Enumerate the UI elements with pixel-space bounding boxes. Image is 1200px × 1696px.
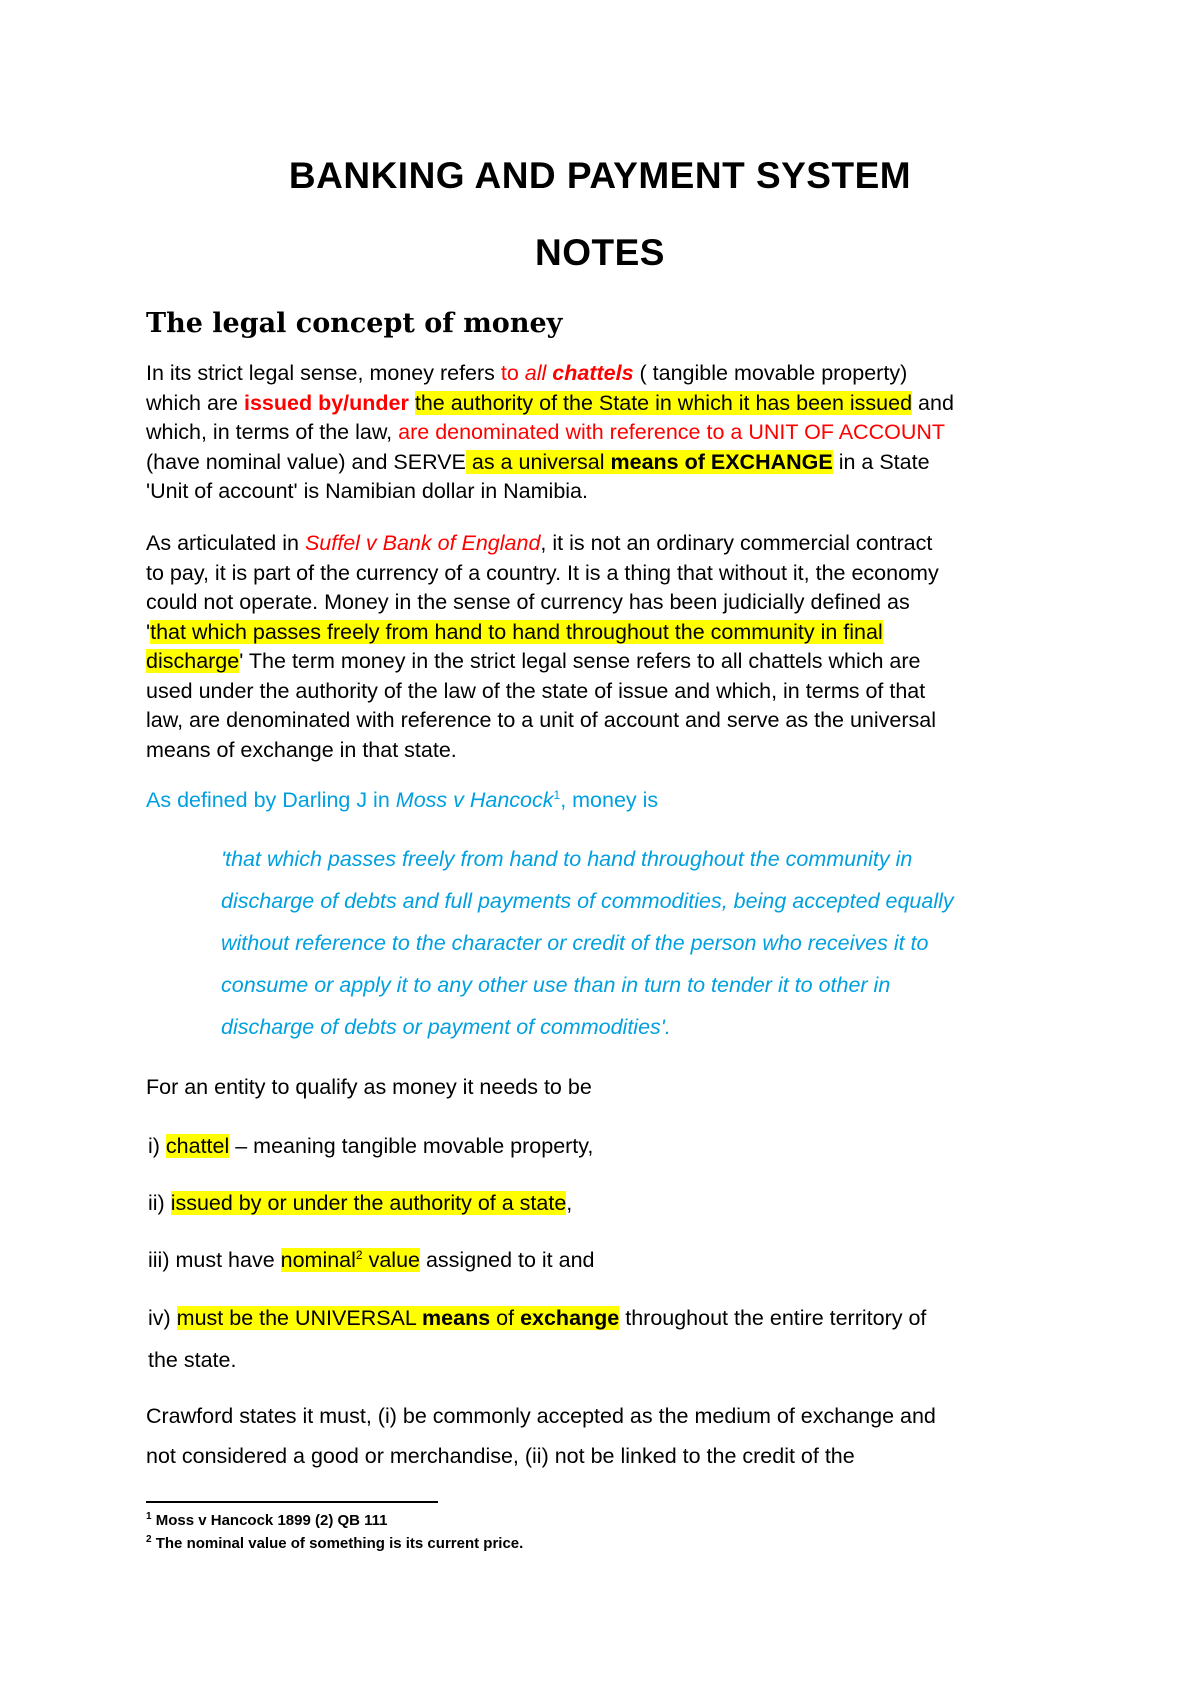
p1-text: ( tangible movable property) xyxy=(633,361,908,385)
footnote-ref-1[interactable]: 1 xyxy=(553,787,561,802)
p2-line3: could not operate. Money in the sense of currency has been judicially defined as xyxy=(146,590,910,614)
list-item xyxy=(148,1126,593,1166)
p3-text: , money is xyxy=(560,788,659,812)
footnote-number: 2 xyxy=(146,1534,152,1545)
p3-text: As defined by Darling J in xyxy=(146,788,396,812)
list-universal: must be the UNIVERSAL xyxy=(176,1306,423,1330)
document-title-line1: BANKING AND PAYMENT SYSTEM xyxy=(288,155,912,196)
p2-line7: law, are denominated with reference to a unit of account and serve as the universal xyxy=(146,708,936,732)
p2-line5 xyxy=(146,647,1066,677)
p4-line1: For an entity to qualify as money it needs to be xyxy=(146,1075,592,1099)
p3-line1 xyxy=(146,786,1066,816)
p2-line1 xyxy=(146,529,1066,559)
p1-universal: as a universal xyxy=(465,449,611,474)
p2-line4 xyxy=(146,618,1066,648)
section-heading: The legal concept of money xyxy=(146,308,563,339)
p1-red-italic: all xyxy=(524,361,547,385)
quote-line2: discharge of debts and full payments of commodities, being accepted equally xyxy=(221,889,954,913)
p2-text: ' The term money in the strict legal sense refers to all chattels which are xyxy=(239,649,921,673)
footnote-ref-2[interactable]: 2 xyxy=(355,1247,363,1262)
footnote-text: The nominal value of something is its current price. xyxy=(151,1535,524,1552)
quote-line1: 'that which passes freely from hand to hand throughout the community in xyxy=(221,847,913,871)
list-highlight-nominal xyxy=(281,1248,420,1272)
list-value: value xyxy=(362,1248,420,1272)
p2-line6: used under the authority of the law of the state of issue and which, in terms of that xyxy=(146,678,926,703)
p5-line1: Crawford states it must, (i) be commonly accepted as the medium of exchange and xyxy=(146,1404,936,1428)
block-quote xyxy=(221,838,1081,1048)
list-marker: iii) must have xyxy=(148,1248,281,1272)
list-item xyxy=(148,1183,572,1223)
list-item xyxy=(148,1240,595,1280)
p1-line3 xyxy=(146,418,1066,448)
p1-issued-by: issued by/under xyxy=(244,390,409,415)
document-title-line2: NOTES xyxy=(535,232,665,273)
list-means: means xyxy=(422,1306,491,1330)
list-marker: iv) xyxy=(148,1306,177,1330)
list-of: of xyxy=(490,1306,521,1330)
p1-highlight-exchange xyxy=(466,450,833,474)
p1-text: which are xyxy=(146,390,244,415)
list-exchange: exchange xyxy=(520,1306,620,1330)
case-name-suffel: Suffel v Bank of England xyxy=(304,531,541,555)
list-marker: i) xyxy=(148,1134,166,1158)
p1-highlight-authority: the authority of the State in which it has been issued xyxy=(414,390,913,415)
list-marker: ii) xyxy=(148,1191,171,1215)
p1-unit-of-account: are denominated with reference to a UNIT OF ACCOUNT xyxy=(398,420,946,444)
footnote-2 xyxy=(146,1535,523,1552)
p2-text: , it is not an ordinary commercial contract xyxy=(540,531,933,555)
quote-line4: consume or apply it to any other use than in turn to tender it to other in xyxy=(221,973,891,997)
footnote-text: Moss v Hancock 1899 (2) QB 111 xyxy=(151,1512,388,1529)
p1-text: in a State xyxy=(832,449,930,474)
p1-line4 xyxy=(146,448,1066,478)
p1-chattels: chattels xyxy=(552,361,634,385)
list-item-continuation: the state. xyxy=(148,1348,237,1372)
p1-text: and xyxy=(912,390,954,415)
paragraph-crawford xyxy=(146,1396,1066,1476)
list-highlight-authority: issued by or under the authority of a state xyxy=(170,1191,567,1215)
paragraph-suffel xyxy=(146,529,1066,765)
p2-quote-mark: ' xyxy=(146,619,151,644)
paragraph-definition xyxy=(146,359,1066,507)
p1-line2 xyxy=(146,389,1066,419)
list-highlight-universal xyxy=(177,1306,620,1330)
p2-highlight-quote: that which passes freely from hand to hand throughout the community in final xyxy=(150,619,883,644)
p1-means-of-exchange: means of EXCHANGE xyxy=(610,449,833,474)
p2-highlight-discharge: discharge xyxy=(146,649,240,673)
p2-text: As articulated in xyxy=(146,531,305,555)
p1-red-text: to xyxy=(500,361,525,385)
p5-line2: not considered a good or merchandise, (ii) not be linked to the credit of the xyxy=(146,1444,855,1468)
paragraph-qualify xyxy=(146,1073,1066,1103)
p1-text: In its strict legal sense, money refers xyxy=(146,361,501,385)
p2-line2: to pay, it is part of the currency of a country. It is a thing that without it, the economy xyxy=(146,560,939,585)
footnote-1 xyxy=(146,1512,388,1529)
paragraph-moss xyxy=(146,786,1066,816)
p1-text: which, in terms of the law, xyxy=(146,420,399,444)
list-nominal: nominal xyxy=(280,1248,356,1272)
p1-text: (have nominal value) and SERVE xyxy=(146,449,466,474)
p1-line5: 'Unit of account' is Namibian dollar in Namibia. xyxy=(146,479,588,503)
quote-line3: without reference to the character or credit of the person who receives it to xyxy=(221,931,929,955)
footnote-number: 1 xyxy=(146,1511,152,1522)
list-text: – meaning tangible movable property, xyxy=(229,1134,594,1158)
case-name-moss: Moss v Hancock xyxy=(395,788,554,812)
list-text: assigned to it and xyxy=(419,1248,595,1272)
footnote-separator xyxy=(146,1501,438,1503)
p1-line1 xyxy=(146,359,1066,389)
list-text: , xyxy=(566,1191,573,1215)
p2-line8: means of exchange in that state. xyxy=(146,737,457,762)
list-item xyxy=(148,1298,926,1338)
quote-line5: discharge of debts or payment of commodities'. xyxy=(221,1015,671,1039)
list-text: throughout the entire territory of xyxy=(619,1306,927,1330)
list-highlight-chattel: chattel xyxy=(165,1134,230,1158)
